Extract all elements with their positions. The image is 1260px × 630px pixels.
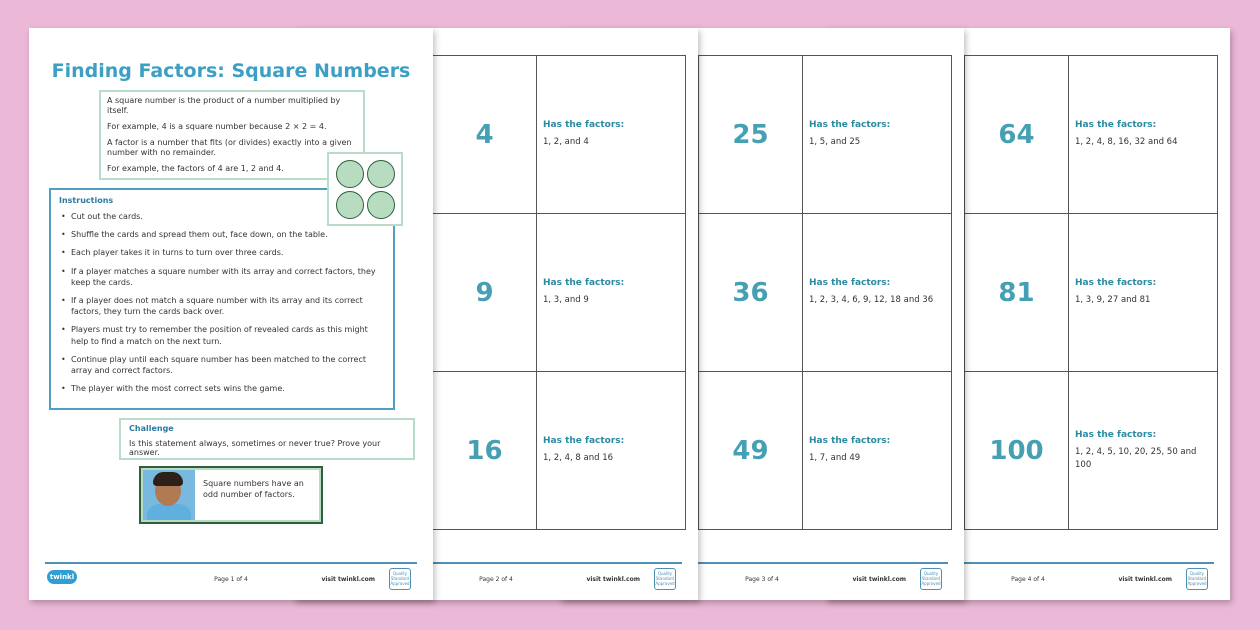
factor-card	[803, 214, 952, 372]
factor-heading: Has the factors:	[809, 278, 891, 289]
counter-icon	[367, 160, 395, 188]
factor-list: 1, 2, 4, 5, 10, 20, 25, 50 and 100	[1075, 446, 1197, 470]
list-item: • Shuffle the cards and spread them out, face down, on the table.	[59, 229, 385, 240]
list-item: • If a player matches a square number with its array and correct factors, they keep the cards.	[59, 266, 385, 288]
factor-list: 1, 3, and 9	[543, 295, 589, 306]
number-card: 81	[965, 214, 1069, 372]
factor-heading: Has the factors:	[543, 120, 625, 131]
intro-box	[99, 90, 365, 180]
factor-heading: Has the factors:	[543, 278, 625, 289]
factor-list: 1, 2, 3, 4, 6, 9, 12, 18 and 36	[809, 295, 934, 306]
instructions-list	[59, 211, 385, 394]
factor-list: 1, 5, and 25	[809, 137, 861, 148]
number-card: 64	[965, 56, 1069, 214]
avatar-hair	[153, 472, 183, 486]
worksheet-page-1	[29, 28, 433, 600]
avatar-body	[147, 504, 191, 520]
intro-text: A square number is the product of a number multiplied by itself.	[107, 96, 341, 115]
intro-text: A factor is a number that fits (or divides) exactly into a given number with no remainder.	[107, 138, 352, 157]
factor-card	[537, 56, 686, 214]
number-card: 100	[965, 372, 1069, 530]
factor-list: 1, 2, 4, 8 and 16	[543, 453, 614, 464]
number-card: 16	[433, 372, 537, 530]
number-card: 9	[433, 214, 537, 372]
factor-heading: Has the factors:	[1075, 120, 1157, 131]
list-item: • Each player takes it in turns to turn over three cards.	[59, 247, 385, 258]
page-number: Page 1 of 4	[214, 576, 248, 583]
page-number: Page 4 of 4	[1011, 576, 1045, 583]
factor-card	[1069, 214, 1218, 372]
intro-text: For example, the factors of 4 are 1, 2 and 4.	[107, 164, 284, 173]
factor-card	[803, 372, 952, 530]
list-item: • Continue play until each square number has been matched to the correct array and correct factors.	[59, 354, 385, 376]
counter-icon	[336, 160, 364, 188]
factor-heading: Has the factors:	[809, 120, 891, 131]
statement-box	[139, 466, 323, 524]
factor-heading: Has the factors:	[543, 436, 625, 447]
challenge-heading: Challenge	[129, 424, 174, 433]
statement-text: Square numbers have an odd number of factors.	[195, 470, 319, 520]
page-number: Page 2 of 4	[479, 576, 513, 583]
list-item: • The player with the most correct sets wins the game.	[59, 383, 385, 394]
challenge-text: Is this statement always, sometimes or never true? Prove your answer.	[129, 439, 381, 457]
factor-card	[1069, 56, 1218, 214]
quality-badge-icon: Quality Standard Approved	[654, 568, 676, 590]
page-number: Page 3 of 4	[745, 576, 779, 583]
site-link[interactable]: visit twinkl.com	[586, 576, 640, 583]
number-card: 49	[699, 372, 803, 530]
intro-text: For example, 4 is a square number because 2 × 2 = 4.	[107, 122, 327, 131]
array-2x2	[327, 152, 403, 226]
factor-card	[537, 372, 686, 530]
factor-card	[537, 214, 686, 372]
factor-heading: Has the factors:	[1075, 429, 1157, 440]
factor-card	[1069, 372, 1218, 530]
page-title: Finding Factors: Square Numbers	[51, 60, 411, 82]
challenge-box	[119, 418, 415, 460]
number-card: 36	[699, 214, 803, 372]
avatar	[143, 470, 195, 520]
factor-heading: Has the factors:	[809, 436, 891, 447]
quality-badge-icon: Quality Standard Approved	[389, 568, 411, 590]
counter-icon	[336, 191, 364, 219]
twinkl-logo[interactable]: twinkl	[47, 570, 77, 584]
instructions-heading: Instructions	[59, 196, 114, 205]
page-footer	[45, 562, 417, 592]
list-item: • If a player does not match a square number with its array and its correct factors, they turn the cards back over.	[59, 295, 385, 317]
factor-list: 1, 7, and 49	[809, 453, 861, 464]
number-card: 4	[433, 56, 537, 214]
factor-list: 1, 3, 9, 27 and 81	[1075, 295, 1151, 306]
counter-icon	[367, 191, 395, 219]
factor-list: 1, 2, 4, 8, 16, 32 and 64	[1075, 137, 1178, 148]
site-link[interactable]: visit twinkl.com	[852, 576, 906, 583]
number-card: 25	[699, 56, 803, 214]
site-link[interactable]: visit twinkl.com	[321, 576, 375, 583]
list-item: • Cut out the cards.	[59, 211, 385, 222]
quality-badge-icon: Quality Standard Approved	[1186, 568, 1208, 590]
factor-heading: Has the factors:	[1075, 278, 1157, 289]
factor-list: 1, 2, and 4	[543, 137, 589, 148]
factor-card	[803, 56, 952, 214]
site-link[interactable]: visit twinkl.com	[1118, 576, 1172, 583]
quality-badge-icon: Quality Standard Approved	[920, 568, 942, 590]
list-item: • Players must try to remember the position of revealed cards as this might help to find a match on the next turn.	[59, 324, 385, 346]
